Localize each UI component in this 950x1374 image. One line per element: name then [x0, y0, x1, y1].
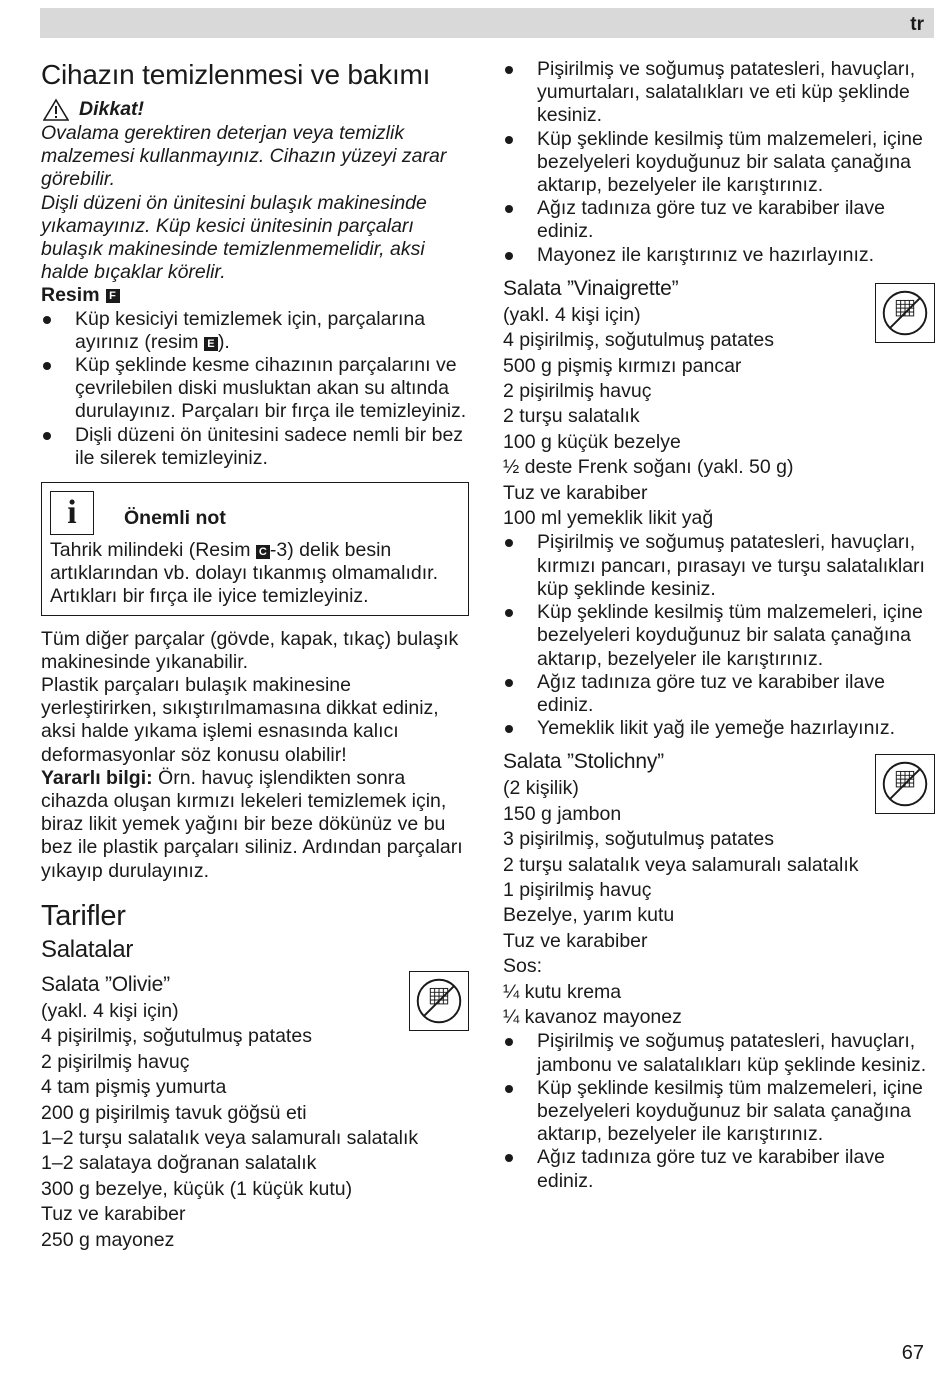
olivie-steps [503, 58, 935, 267]
list-item: 2 turşu salatalık veya salamuralı salatalık [503, 853, 859, 876]
right-column [503, 58, 935, 1193]
language-code: tr [910, 14, 924, 35]
list-item: Sos: [503, 955, 543, 978]
list-item: Tuz ve karabiber [503, 929, 648, 952]
ingredient-list [41, 999, 469, 1253]
ingredient-list [503, 776, 935, 1030]
list-item: Dişli düzeni ön ünitesini sadece nemli bir bez ile silerek temizleyiniz. [41, 424, 469, 470]
caution-text-2: Dişli düzeni ön ünitesini bulaşık makinesinde yıkamayınız. Küp kesici ünitesinin parçaları bulaşık makinesinde temizlenmemelidir, aksi halde bıçaklar körelir. [41, 191, 427, 284]
list-item: 2 turşu salatalık [503, 405, 640, 428]
list-item: 1–2 turşu salatalık veya salamuralı salatalık [41, 1126, 419, 1149]
list-item: Yemeklik likit yağ ile yemeğe hazırlayınız. [503, 717, 935, 740]
caution-title: Dikkat! [79, 98, 145, 121]
list-item: 4 pişirilmiş, soğutulmuş patates [503, 329, 774, 352]
no-freeze-icon [409, 971, 469, 1031]
figure-letter-icon: F [106, 289, 120, 303]
recipe-olivie [41, 971, 469, 1253]
recipe-title: Salata ”Stolichny” [503, 750, 664, 774]
list-item: (2 kişilik) [503, 777, 579, 800]
recipe-title: Salata ”Olivie” [41, 972, 170, 996]
list-item: Ağız tadınıza göre tuz ve karabiber ilave ediniz. [503, 197, 935, 243]
list-item: 250 g mayonez [41, 1228, 175, 1251]
info-icon: i [50, 491, 94, 535]
recipe-stolichny [503, 748, 935, 1192]
list-item: (yakl. 4 kişi için) [503, 303, 641, 326]
note-title: Önemli not [124, 507, 226, 530]
vinaigrette-steps [503, 531, 935, 740]
figure-label: Resim [41, 284, 100, 307]
warning-triangle-icon [43, 98, 69, 122]
recipe-title: Salata ”Vinaigrette” [503, 276, 679, 300]
list-item: (yakl. 4 kişi için) [41, 999, 179, 1022]
list-item: Küp şeklinde kesilmiş tüm malzemeleri, içine bezelyeleri koyduğunuz bir salata çanağına aktarıp, bezelyeler ile karıştırınız. [503, 128, 935, 198]
list-item: Ağız tadınıza göre tuz ve karabiber ilave ediniz. [503, 671, 935, 717]
cleaning-steps [41, 308, 469, 470]
list-item: 100 g küçük bezelye [503, 430, 681, 453]
tip-label: Yararlı bilgi: [41, 766, 153, 789]
list-item: 200 g pişirilmiş tavuk göğsü eti [41, 1101, 307, 1124]
list-item: 2 pişirilmiş havuç [41, 1050, 190, 1073]
list-item: 100 ml yemeklik likit yağ [503, 507, 714, 530]
no-freeze-icon [875, 754, 935, 814]
list-item: Bezelye, yarım kutu [503, 904, 675, 927]
list-item: ½ deste Frenk soğanı (yakl. 50 g) [503, 456, 794, 479]
list-item: ¼ kutu krema [503, 980, 622, 1003]
list-item: Pişirilmiş ve soğumuş patatesleri, havuçları, jambonu ve salatalıkları küp şeklinde kesiniz. [503, 1030, 935, 1076]
list-item: 500 g pişmiş kırmızı pancar [503, 354, 742, 377]
list-item: Pişirilmiş ve soğumuş patatesleri, havuçları, yumurtaları, salatalıkları ve eti küp şeklinde kesiniz. [503, 58, 935, 128]
recipe-vinaigrette [503, 275, 935, 740]
list-item: 1 pişirilmiş havuç [503, 878, 652, 901]
cleaning-title: Cihazın temizlenmesi ve bakımı [41, 59, 431, 90]
ingredient-list [503, 303, 935, 532]
page-number: 67 [901, 1342, 924, 1364]
figure-reference [41, 284, 469, 307]
list-item: Küp şeklinde kesilmiş tüm malzemeleri, içine bezelyeleri koyduğunuz bir salata çanağına aktarıp, bezelyeler ile karıştırınız. [503, 1077, 935, 1147]
caution-heading [41, 98, 469, 122]
list-item: 1–2 salataya doğranan salatalık [41, 1152, 317, 1175]
figure-letter-icon: C [256, 545, 270, 559]
list-item: 2 pişirilmiş havuç [503, 380, 652, 403]
list-item: Küp şeklinde kesilmiş tüm malzemeleri, içine bezelyeleri koyduğunuz bir salata çanağına aktarıp, bezelyeler ile karıştırınız. [503, 601, 935, 671]
list-item: ¼ kavanoz mayonez [503, 1005, 682, 1028]
list-item: Ağız tadınıza göre tuz ve karabiber ilave ediniz. [503, 1146, 935, 1192]
list-item: 150 g jambon [503, 802, 622, 825]
paragraph-plastic: Plastik parçaları bulaşık makinesine yerleştirirken, sıkıştırılmamasına dikkat ediniz, aksi halde yıkama işlemi esnasında kalıcı deformasyonlar söz konusu olabilir! [41, 674, 439, 766]
figure-letter-icon: E [204, 337, 218, 351]
stolichny-steps [503, 1030, 935, 1192]
recipes-title: Tarifler [41, 899, 126, 932]
paragraph-dishwasher: Tüm diğer parçalar (gövde, kapak, tıkaç) bulaşık makinesinde yıkanabilir. [41, 627, 459, 673]
list-item: Küp kesiciyi temizlemek için, parçalarına ayırınız (resim E ). [41, 308, 469, 354]
header-bar [40, 8, 934, 38]
salads-title: Salatalar [41, 935, 134, 963]
list-item: Pişirilmiş ve soğumuş patatesleri, havuçları, kırmızı pancarı, pırasayı ve turşu salatalıkları küp şeklinde kesiniz. [503, 531, 935, 601]
paragraph-tip: Yararlı bilgi: Örn. havuç işlendikten sonra cihazda oluşan kırmızı lekeleri temizlemek için, biraz likit yemek yağını bir beze dökünüz ve bu bez ile plastik parçaları siliniz. Ardından parçaları yıkayıp durulayınız. [41, 766, 463, 882]
list-item: Küp şeklinde kesme cihazının parçalarını ve çevrilebilen diski musluktan akan su altında durulayınız. Parçaları bir fırça ile temizleyiniz. [41, 354, 469, 424]
list-item: 3 pişirilmiş, soğutulmuş patates [503, 828, 774, 851]
left-column [41, 58, 469, 1253]
no-freeze-icon [875, 283, 935, 343]
list-item: Tuz ve karabiber [41, 1203, 186, 1226]
list-item: Mayonez ile karıştırınız ve hazırlayınız. [503, 244, 935, 267]
caution-text-1: Ovalama gerektiren deterjan veya temizlik malzemesi kullanmayınız. Cihazın yüzeyi zarar görebilir. [41, 122, 447, 191]
list-item: 4 tam pişmiş yumurta [41, 1076, 227, 1099]
list-item: 300 g bezelye, küçük (1 küçük kutu) [41, 1177, 353, 1200]
note-text: Tahrik milindeki (Resim C -3) delik besin artıklarından vb. dolayı tıkanmış olmamalıdır. Artıkları bir fırça ile iyice temizleyiniz. [50, 539, 439, 608]
list-item: Tuz ve karabiber [503, 481, 648, 504]
important-note-box [41, 482, 469, 616]
list-item: 4 pişirilmiş, soğutulmuş patates [41, 1025, 312, 1048]
